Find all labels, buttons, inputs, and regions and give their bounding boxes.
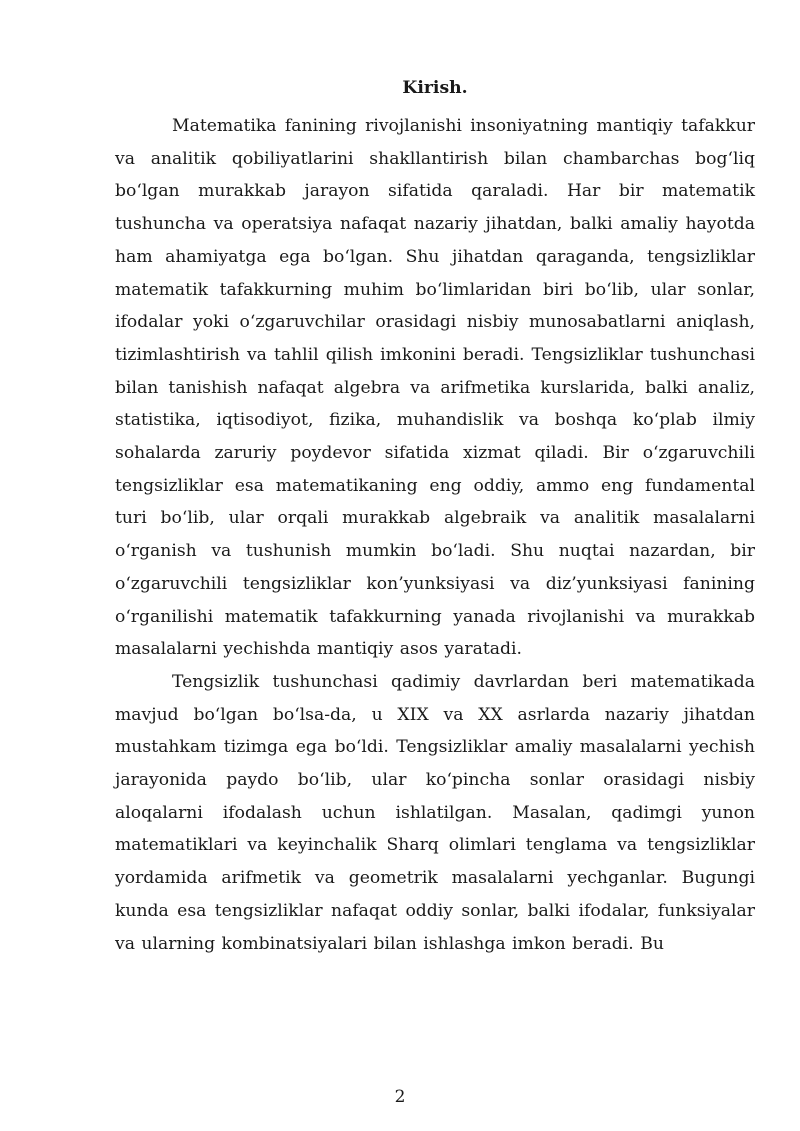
page-number: 2 xyxy=(394,1087,406,1107)
paragraph-1: Matematika fanining rivojlanishi insoniyatning mantiqiy tafakkur va analitik qobiliyatlarini shakllantirish bilan chambarchas bog‘liq bo‘lgan murakkab jarayon sifatida qaraladi. Har bir matematik tushuncha va operatsiya nafaqat nazariy jihatdan, balki amaliy hayotda ham ahamiyatga ega bo‘lgan. Shu jihatdan qaraganda, tengsizliklar matematik tafakkurning muhim bo‘limlaridan biri bo‘lib, ular sonlar, ifodalar yoki o‘zgaruvchilar orasidagi nisbiy munosabatlarni aniqlash, tizimlashtirish va tahlil qilish imkonini beradi. Tengsizliklar tushunchasi bilan tanishish nafaqat algebra va arifmetika kurslarida, balki analiz, statistika, iqtisodiyot, fizika, muhandislik va boshqa ko‘plab ilmiy sohalarda zaruriy poydevor sifatida xizmat qiladi. Bir o‘zgaruvchili tengsizliklar esa matematikaning eng oddiy, ammo eng fundamental turi bo‘lib, ular orqali murakkab algebraik va analitik masalalarni o‘rganish va tushunish mumkin bo‘ladi. Shu nuqtai nazardan, bir o‘zgaruvchili tengsizliklar kon’yunksiyasi va diz’yunksiyasi fanining o‘rganilishi matematik tafakkurning yanada rivojlanishi va murakkab masalalarni yechishda mantiqiy asos yaratadi. xyxy=(115,116,755,660)
section-title: Kirish. xyxy=(402,78,468,98)
paragraph-2: Tengsizlik tushunchasi qadimiy davrlardan beri matematikada mavjud bo‘lgan bo‘lsa-da, u XIX va XX asrlarda nazariy jihatdan mustahkam tizimga ega bo‘ldi. Tengsizliklar amaliy masalalarni yechish jarayonida paydo bo‘lib, ular ko‘pincha sonlar orasidagi nisbiy aloqalarni ifodalash uchun ishlatilgan. Masalan, qadimgi yunon matematiklari va keyinchalik Sharq olimlari tenglama va tengsizliklar yordamida arifmetik va geometrik masalalarni yechganlar. Bugungi kunda esa tengsizliklar nafaqat oddiy sonlar, balki ifodalar, funksiyalar va ularning kombinatsiyalari bilan ishlashga imkon beradi. Bu xyxy=(115,671,755,954)
document-body xyxy=(115,78,755,960)
